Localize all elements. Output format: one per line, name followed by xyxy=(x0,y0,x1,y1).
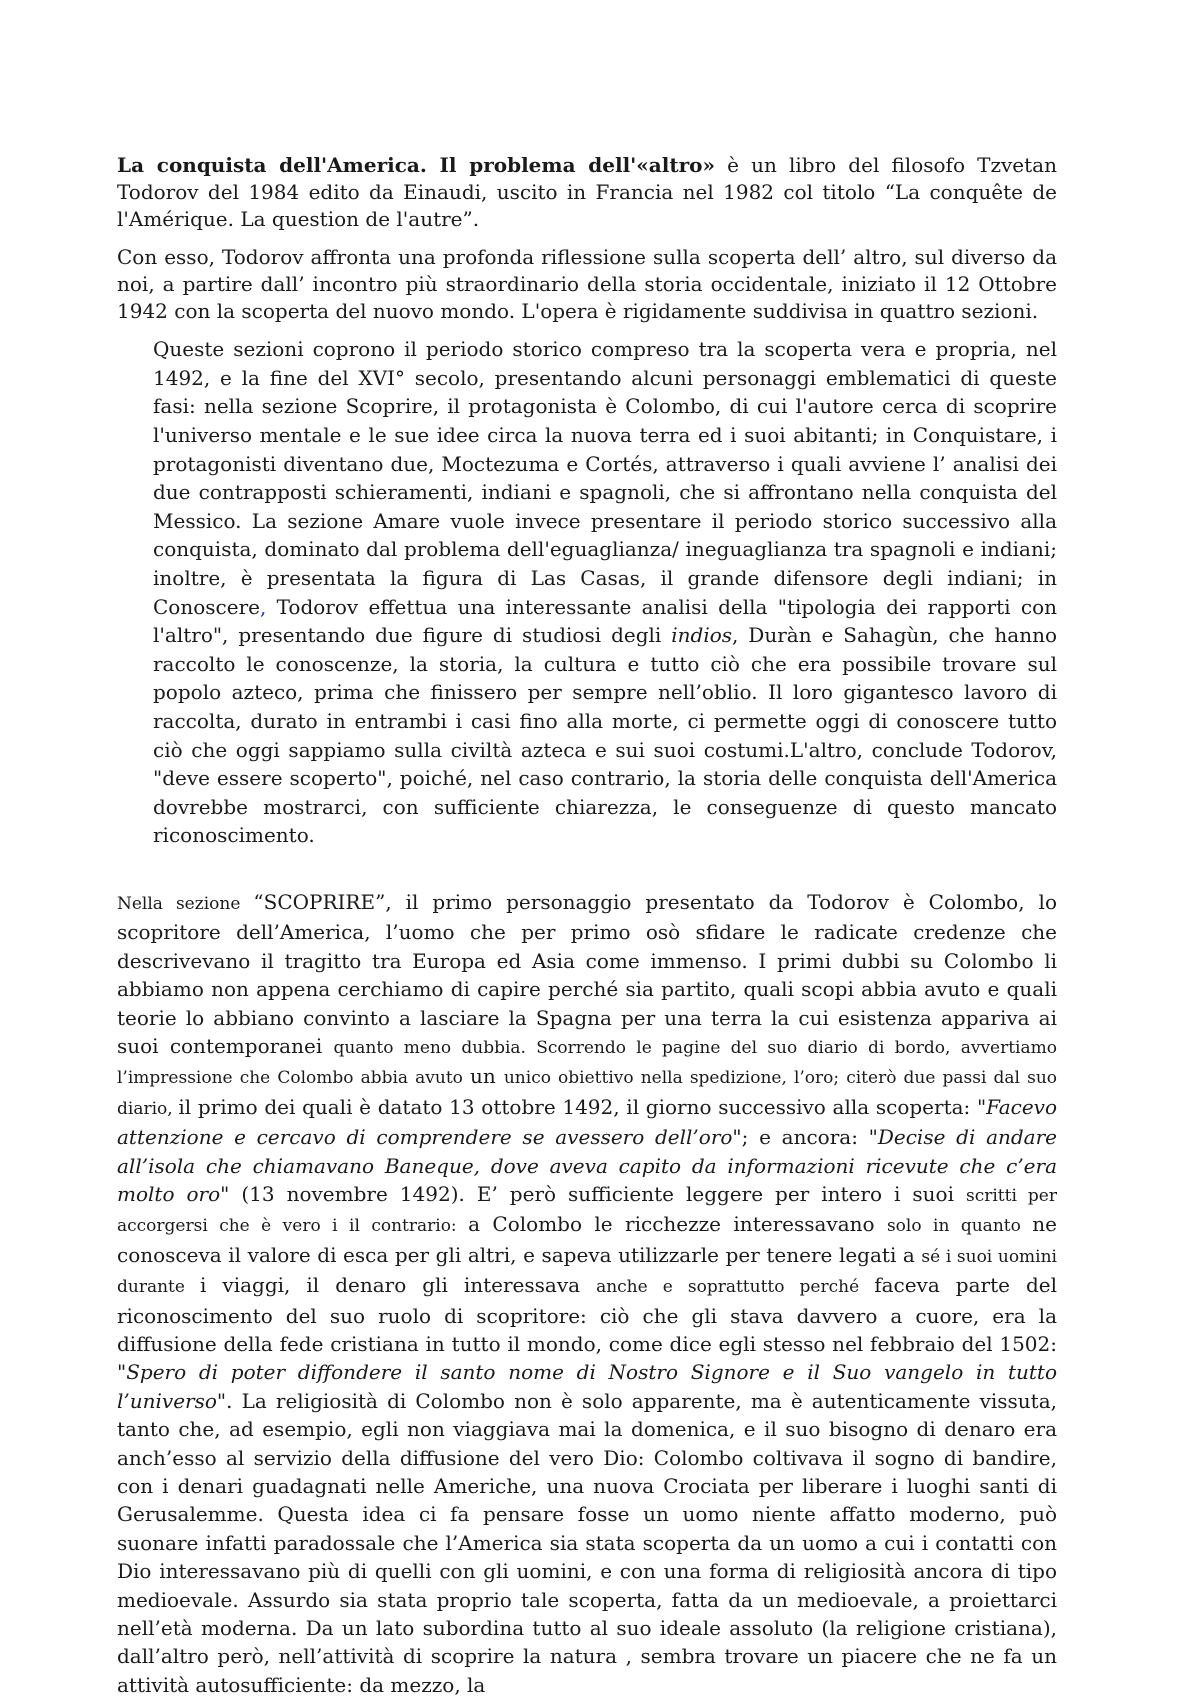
letter-quote: "Spero di poter diffondere il santo nome di Nostro Signore e il Suo vangelo in tutto l’universo" xyxy=(117,1360,1057,1413)
summary-text-3: , Duràn e Sahagùn, che hanno raccolto le conoscenze, la storia, la cultura e tutto ciò che era possibile trovare sul popolo azteco, prima che finissero per sempre nell’oblio. Il loro gigantesco lavoro di raccolta, durato in entrambi i casi fino alla morte, ci permette oggi di conoscere tutto ciò che oggi sappiamo sulla civiltà azteca e sui suoi costumi.L'altro, conclude Todorov, "deve essere scoperto", poiché, nel caso contrario, la storia delle conquista dell'America dovrebbe mostrarci, con sufficiente chiarezza, le conseguenze di questo mancato riconoscimento. xyxy=(153,623,1058,848)
book-title: La conquista dell'America. Il problema dell'«altro» xyxy=(117,153,715,177)
text-run: un xyxy=(470,1064,504,1089)
diary-quote-2: "Decise di andare all’isola che chiamavano Baneque, dove aveva capito da informazioni ricevute che c’era molto oro" xyxy=(117,1125,1057,1206)
intro-text: è un libro del filosofo Tzvetan Todorov del 1984 edito da Einaudi, uscito in Francia nel 1982 col titolo “La conquête de l'Amérique. La question de l'autre”. xyxy=(117,153,1057,232)
scoprire-section xyxy=(117,888,1057,1699)
document-page xyxy=(117,152,1057,1699)
summary-comma: , xyxy=(259,594,267,619)
intro-paragraph xyxy=(117,152,1057,234)
text-run: quanto meno dubbia. Scorrendo le pagine del suo diario di bordo, avvertiamo l’impressione che Colombo abbia avuto xyxy=(117,1037,1057,1089)
text-run: il primo dei quali è datato 13 ottobre 1492, il giorno successivo alla scoperta: xyxy=(178,1094,977,1119)
sections-summary-block xyxy=(153,335,1057,850)
text-run: faceva parte del riconoscimento del suo ruolo di scopritore: ciò che gli stava davvero a cuore, era la diffusione della fede cristiana in tutto il mondo, come dice egli stesso nel febbraio del 1502: xyxy=(117,1273,1057,1356)
text-run: a Colombo le ricchezze interessavano xyxy=(468,1212,887,1237)
summary-text-1: Queste sezioni coprono il periodo storico compreso tra la scoperta vera e propria, nel 1492, e la fine del XVI° secolo, presentando alcuni personaggi emblematici di queste fasi: nella sezione Scoprire, il protagonista è Colombo, di cui l'autore cerca di scoprire l'universo mentale e le sue idee circa la nuova terra ed i suoi abitanti; in Conquistare, i protagonisti diventano due, Moctezuma e Cortés, attraverso i quali avviene l’ analisi dei due contrapposti schieramenti, indiani e spagnoli, che si affrontano nella conquista del Messico. La sezione Amare vuole invece presentare il periodo storico successivo alla conquista, dominato dal problema dell'eguaglianza/ ineguaglianza tra spagnoli e indiani; inoltre, è presentata la figura di Las Casas, il grande difensore degli indiani; in Conoscere xyxy=(153,337,1057,619)
text-run: sé i suoi uomini durante xyxy=(117,1246,1057,1298)
text-run: i viaggi, il denaro gli interessava xyxy=(200,1273,597,1298)
text-run: ne conosceva il valore di esca per gli altri, e sapeva utilizzarle per tenere legati a xyxy=(117,1212,1057,1267)
text-run: scritti per accorgersi che è vero i il contrario: xyxy=(117,1185,1057,1237)
summary-text-2: Todorov effettua una interessante analisi della "tipologia dei rapporti con l'altro", presentando due figure di studiosi degli xyxy=(153,594,1057,648)
text-run: . La religiosità di Colombo non è solo apparente, ma è autenticamente vissuta, tanto che, ad esempio, egli non viaggiava mai la domenica, e il suo bisogno di denaro era anch’esso al servizio della diffusione del vero Dio: Colombo coltivava il sogno di bandire, con i denari guadagnati nelle Americhe, una nuova Crociata per liberare i luoghi santi di Gerusalemme. Questa idea ci fa pensare fosse un uomo niente affatto moderno, può suonare infatti paradossale che l’America sia stata scoperta da un uomo a cui i contatti con Dio interessavano più di quelli con gli uomini, e con una forma di religiosità ancora di tipo medioevale. Assurdo sia stata proprio tale scoperta, fatta da un medioevale, a proiettarci nell’età moderna. Da un lato subordina tutto al suo ideale assoluto (la religione cristiana), dall’altro però, nell’attività di scoprire la natura , sembra trovare un piacere che ne fa un attività autosufficiente: da mezzo, la xyxy=(117,1388,1057,1697)
text-run: anche e soprattutto perché xyxy=(596,1277,875,1298)
text-run: unico obiettivo nella spedizione, l’oro; citerò due passi dal suo diario, xyxy=(117,1068,1058,1119)
text-run: Nella sezione xyxy=(117,893,254,914)
indios-italic: indios xyxy=(671,623,733,648)
sections-summary-paragraph xyxy=(153,335,1057,850)
text-run: (13 novembre 1492). E’ però sufficiente leggere per intero i suoi xyxy=(229,1181,966,1206)
overview-paragraph: Con esso, Todorov affronta una profonda riflessione sulla scoperta dell’ altro, sul diverso da noi, a partire dall’ incontro più straordinario della storia occidentale, iniziato il 12 Ottobre 1942 con la scoperta del nuovo mondo. L'opera è rigidamente suddivisa in quattro sezioni. xyxy=(117,244,1057,324)
diary-quote-1: "Facevo attenzione e cercavo di comprendere se avessero dell’oro" xyxy=(117,1094,1058,1150)
scoprire-paragraph xyxy=(117,888,1057,1699)
text-run: ; e ancora: xyxy=(741,1125,869,1150)
text-run: solo in quanto xyxy=(886,1216,1033,1237)
text-run: “SCOPRIRE”, il primo personaggio presentato da Todorov è Colombo, lo scopritore dell’America, l’uomo che per primo osò sfidare le radicate credenze che descrivevano il tragitto tra Europa ed Asia come immenso. I primi dubbi su Colombo li abbiamo non appena cerchiamo di capire perché sia partito, quali scopi abbia avuto e quali teorie lo abbiano convinto a lasciare la Spagna per una terra la cui esistenza appariva ai suoi contemporanei xyxy=(117,889,1057,1058)
